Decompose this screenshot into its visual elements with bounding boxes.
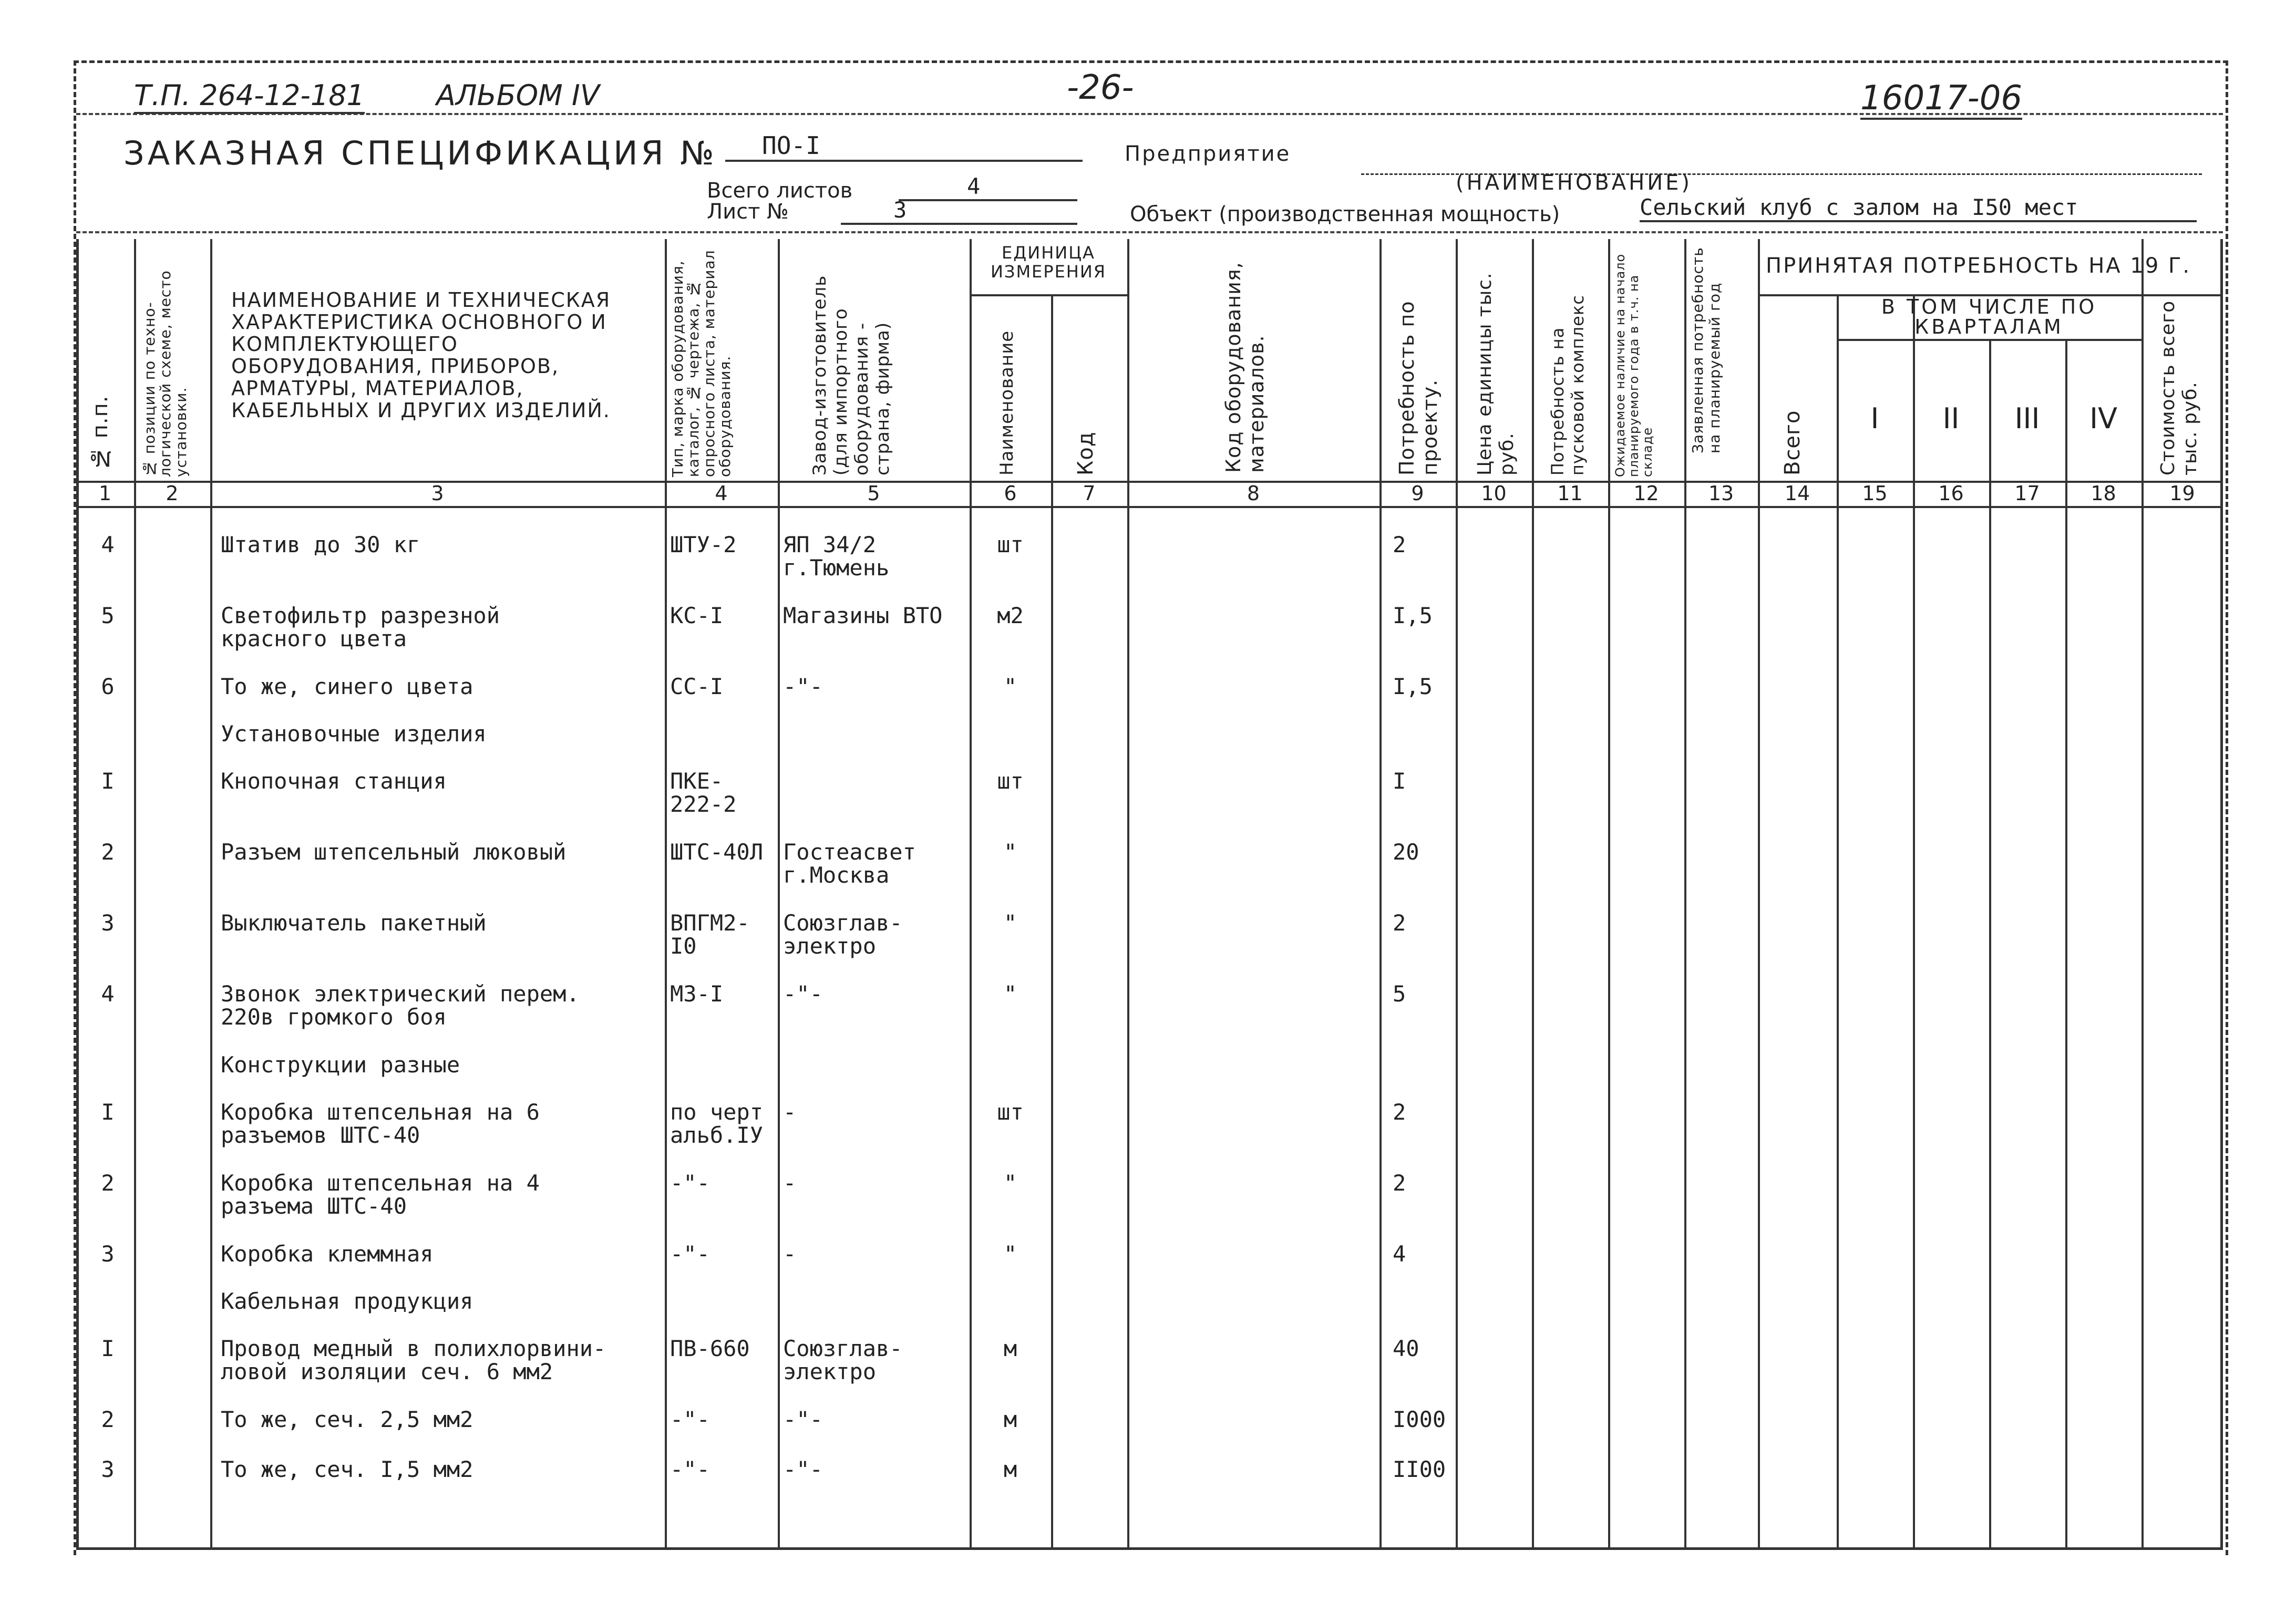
col-number: 8	[1247, 482, 1260, 505]
item-quantity: 2	[1393, 910, 1406, 936]
col-divider	[665, 239, 667, 1550]
col-number: 4	[715, 482, 728, 505]
item-name: Коробка штепсельная на 6	[221, 1099, 540, 1125]
col-number: 11	[1557, 482, 1583, 505]
item-type: КС-I	[670, 603, 724, 628]
item-type: МЗ-I	[670, 981, 724, 1007]
col-header-2: № позиции по техно-логической схеме, место установки.	[141, 270, 190, 477]
name-caption: (НАИМЕНОВАНИЕ)	[1456, 171, 1692, 195]
sheet-value: 3	[841, 197, 1077, 225]
row-number: 5	[101, 603, 115, 628]
col-header-7: Код	[1074, 431, 1098, 475]
col-header-18: IV	[2089, 402, 2117, 435]
col-number: 19	[2169, 482, 2195, 505]
item-type: ШТУ-2	[670, 532, 737, 557]
col-divider	[1608, 239, 1610, 1550]
item-manufacturer: Гостеасвет	[783, 839, 916, 865]
item-type: 222-2	[670, 791, 737, 817]
item-name: Кабельная продукция	[221, 1288, 473, 1314]
item-name: Штатив до 30 кг	[221, 532, 420, 557]
col-header-12: Ожидаемое наличие на начало планируемого года в т.ч. на складе	[1613, 253, 1655, 477]
item-unit: м	[1003, 1336, 1017, 1361]
row-number: 2	[101, 839, 115, 865]
row-number: 4	[101, 981, 115, 1007]
item-quantity: I,5	[1393, 674, 1433, 699]
sheets-label: Всего листов	[707, 179, 853, 203]
item-type: по черт	[670, 1099, 764, 1125]
col-header-11: Потребность на пусковой комплекс	[1548, 295, 1588, 475]
col-header-17: III	[2014, 402, 2040, 435]
col-divider	[778, 239, 780, 1550]
item-name: Коробка клеммная	[221, 1241, 434, 1267]
item-manufacturer: электро	[783, 933, 877, 959]
col-header-15: I	[1870, 402, 1879, 435]
item-name: ловой изоляции сеч. 6 мм2	[221, 1359, 553, 1384]
item-type: ПВ-660	[670, 1336, 750, 1361]
col-number: 3	[431, 482, 444, 505]
col-header-8: Код оборудования, материалов.	[1222, 262, 1268, 473]
item-manufacturer: -	[783, 1241, 797, 1267]
item-type: ШТС-40Л	[670, 839, 764, 865]
col-divider	[210, 239, 212, 1550]
row-number: 4	[101, 532, 115, 557]
item-manufacturer: электро	[783, 1359, 877, 1384]
unit-group-header: ЕДИНИЦА ИЗМЕРЕНИЯ	[990, 243, 1107, 282]
quarters-line	[1837, 339, 2141, 341]
item-manufacturer: -"-	[783, 674, 823, 699]
col-divider	[1989, 339, 1991, 1550]
col-divider	[1379, 239, 1382, 1550]
col-divider	[2141, 239, 2144, 1550]
item-name: То же, сеч. I,5 мм2	[221, 1456, 473, 1482]
item-name: Разъем штепсельный люковый	[221, 839, 567, 865]
col-divider	[1758, 239, 1760, 1550]
unit-group-line	[970, 294, 1127, 296]
col-number: 7	[1083, 482, 1096, 505]
sheet-label: Лист №	[707, 200, 789, 224]
col-number: 1	[98, 482, 112, 505]
col-number: 9	[1411, 482, 1424, 505]
col-number: 15	[1862, 482, 1888, 505]
item-type: -"-	[670, 1407, 710, 1432]
item-unit: "	[1003, 839, 1017, 865]
item-quantity: 20	[1393, 839, 1419, 865]
item-quantity: I000	[1393, 1407, 1446, 1432]
col-number: 5	[867, 482, 880, 505]
item-name: Звонок электрический перем.	[221, 981, 580, 1007]
item-name: То же, сеч. 2,5 мм2	[221, 1407, 473, 1432]
col-number: 17	[2014, 482, 2040, 505]
item-manufacturer: ЯП 34/2	[783, 532, 877, 557]
col-divider	[1456, 239, 1458, 1550]
item-type: ПКЕ-	[670, 768, 724, 794]
col-header-16: II	[1942, 402, 1960, 435]
col-number: 18	[2091, 482, 2116, 505]
col-header-5: Завод-изготовитель (для импортного оборудования - страна, фирма)	[809, 275, 893, 475]
item-quantity: 4	[1393, 1241, 1406, 1267]
item-manufacturer: Союзглав-	[783, 910, 903, 936]
item-manufacturer: -	[783, 1099, 797, 1125]
col-header-6: Наименование	[996, 330, 1017, 475]
col-number: 12	[1633, 482, 1659, 505]
col-header-14: Всего	[1780, 410, 1805, 475]
item-unit: шт	[997, 532, 1024, 557]
item-quantity: 40	[1393, 1336, 1419, 1361]
item-quantity: I	[1393, 768, 1406, 794]
quarters-header: В ТОМ ЧИСЛЕ ПО КВАРТАЛАМ	[1881, 295, 2097, 338]
col-number: 10	[1481, 482, 1507, 505]
item-unit: м	[1003, 1456, 1017, 1482]
row-number: I	[101, 768, 115, 794]
col-number: 6	[1004, 482, 1017, 505]
row-number: 2	[101, 1170, 115, 1196]
enterprise-label: Предприятие	[1125, 142, 1291, 166]
col-divider	[1127, 239, 1129, 1550]
item-name: разъема ШТС-40	[221, 1193, 407, 1219]
col-header-9: Потребность по проекту.	[1395, 301, 1442, 475]
col-number: 13	[1708, 482, 1734, 505]
item-type: -"-	[670, 1241, 710, 1267]
item-name: 220в громкого боя	[221, 1004, 447, 1030]
tp-code: Т.П. 264-12-181	[134, 79, 365, 114]
album-label: АЛЬБОМ IV	[436, 79, 600, 112]
item-name: разъемов ШТС-40	[221, 1122, 420, 1148]
item-unit: шт	[997, 1099, 1024, 1125]
item-manufacturer: г.Москва	[783, 862, 890, 888]
item-name: Выключатель пакетный	[221, 910, 487, 936]
item-quantity: 5	[1393, 981, 1406, 1007]
item-quantity: 2	[1393, 1099, 1406, 1125]
item-unit: "	[1003, 1241, 1017, 1267]
row-number: 2	[101, 1407, 115, 1432]
object-value: Сельский клуб с залом на I50 мест	[1640, 194, 2197, 222]
header-divider-lower	[76, 231, 2223, 233]
item-unit: шт	[997, 768, 1024, 794]
sheets-value: 4	[899, 173, 1077, 201]
item-quantity: 2	[1393, 1170, 1406, 1196]
item-unit: "	[1003, 981, 1017, 1007]
item-manufacturer: -"-	[783, 1407, 823, 1432]
spec-title: ЗАКАЗНАЯ СПЕЦИФИКАЦИЯ №	[123, 134, 717, 172]
item-manufacturer: Магазины ВТО	[783, 603, 943, 628]
page-number: -26-	[1067, 68, 1134, 107]
row-number: 3	[101, 910, 115, 936]
item-manufacturer: Союзглав-	[783, 1336, 903, 1361]
item-unit: м2	[997, 603, 1024, 628]
item-name: Конструкции разные	[221, 1052, 460, 1078]
item-type: -"-	[670, 1456, 710, 1482]
item-quantity: I,5	[1393, 603, 1433, 628]
row-number: I	[101, 1336, 115, 1361]
item-name: Кнопочная станция	[221, 768, 447, 794]
item-type: альб.IУ	[670, 1122, 764, 1148]
item-quantity: 2	[1393, 532, 1406, 557]
object-label: Объект (производственная мощность)	[1130, 202, 1560, 226]
colnum-bottom-line	[76, 506, 2223, 508]
item-name: красного цвета	[221, 626, 407, 652]
item-name: Светофильтр разрезной	[221, 603, 500, 628]
col-divider	[134, 239, 136, 1550]
col-header-3: НАИМЕНОВАНИЕ И ТЕХНИЧЕСКАЯ ХАРАКТЕРИСТИКА ОСНОВНОГО И КОМПЛЕКТУЮЩЕГО ОБОРУДОВАНИЯ, ПРИБОРОВ, АРМАТУРЫ, МАТЕРИАЛОВ, КАБЕЛЬНЫХ И ДРУГИХ ИЗДЕЛИЙ.	[231, 288, 611, 422]
item-type: -"-	[670, 1170, 710, 1196]
item-unit: "	[1003, 1170, 1017, 1196]
item-unit: "	[1003, 910, 1017, 936]
col-header-4: Тип, марка оборудования, каталог, № чертежа, № опросного листа, материал оборудования.	[669, 250, 734, 477]
col-header-19: Стоимость всего тыс. руб.	[2157, 300, 2201, 475]
row-number: I	[101, 1099, 115, 1125]
col-header-10: Цена единицы тыс. руб.	[1474, 272, 1518, 475]
col-divider	[1532, 239, 1534, 1550]
specification-table	[76, 239, 2223, 1550]
item-type: ВПГМ2-	[670, 910, 750, 936]
item-type: I0	[670, 933, 697, 959]
item-name: То же, синего цвета	[221, 674, 473, 699]
item-name: Провод медный в полихлорвини-	[221, 1336, 606, 1361]
spec-number: ПО-I	[725, 131, 1083, 162]
item-type: СС-I	[670, 674, 724, 699]
col-number: 2	[166, 482, 179, 505]
col-header-13: Заявленная потребность на планируемый год	[1689, 247, 1723, 453]
item-name: Установочные изделия	[221, 721, 487, 747]
row-number: 3	[101, 1241, 115, 1267]
col-number: 16	[1938, 482, 1964, 505]
row-number: 3	[101, 1456, 115, 1482]
item-manufacturer: г.Тюмень	[783, 555, 890, 581]
col-number: 14	[1784, 482, 1810, 505]
item-manufacturer: -"-	[783, 981, 823, 1007]
document-code: 16017-06	[1860, 79, 2022, 120]
item-unit: м	[1003, 1407, 1017, 1432]
item-name: Коробка штепсельная на 4	[221, 1170, 540, 1196]
item-manufacturer: -"-	[783, 1456, 823, 1482]
row-number: 6	[101, 674, 115, 699]
item-manufacturer: -	[783, 1170, 797, 1196]
col-divider	[2065, 339, 2067, 1550]
item-quantity: II00	[1393, 1456, 1446, 1482]
col-header-1: № п.п.	[88, 395, 112, 470]
accepted-header: ПРИНЯТАЯ ПОТРЕБНОСТЬ НА 19 Г.	[1766, 254, 2191, 278]
item-unit: "	[1003, 674, 1017, 699]
col-divider	[1684, 239, 1686, 1550]
